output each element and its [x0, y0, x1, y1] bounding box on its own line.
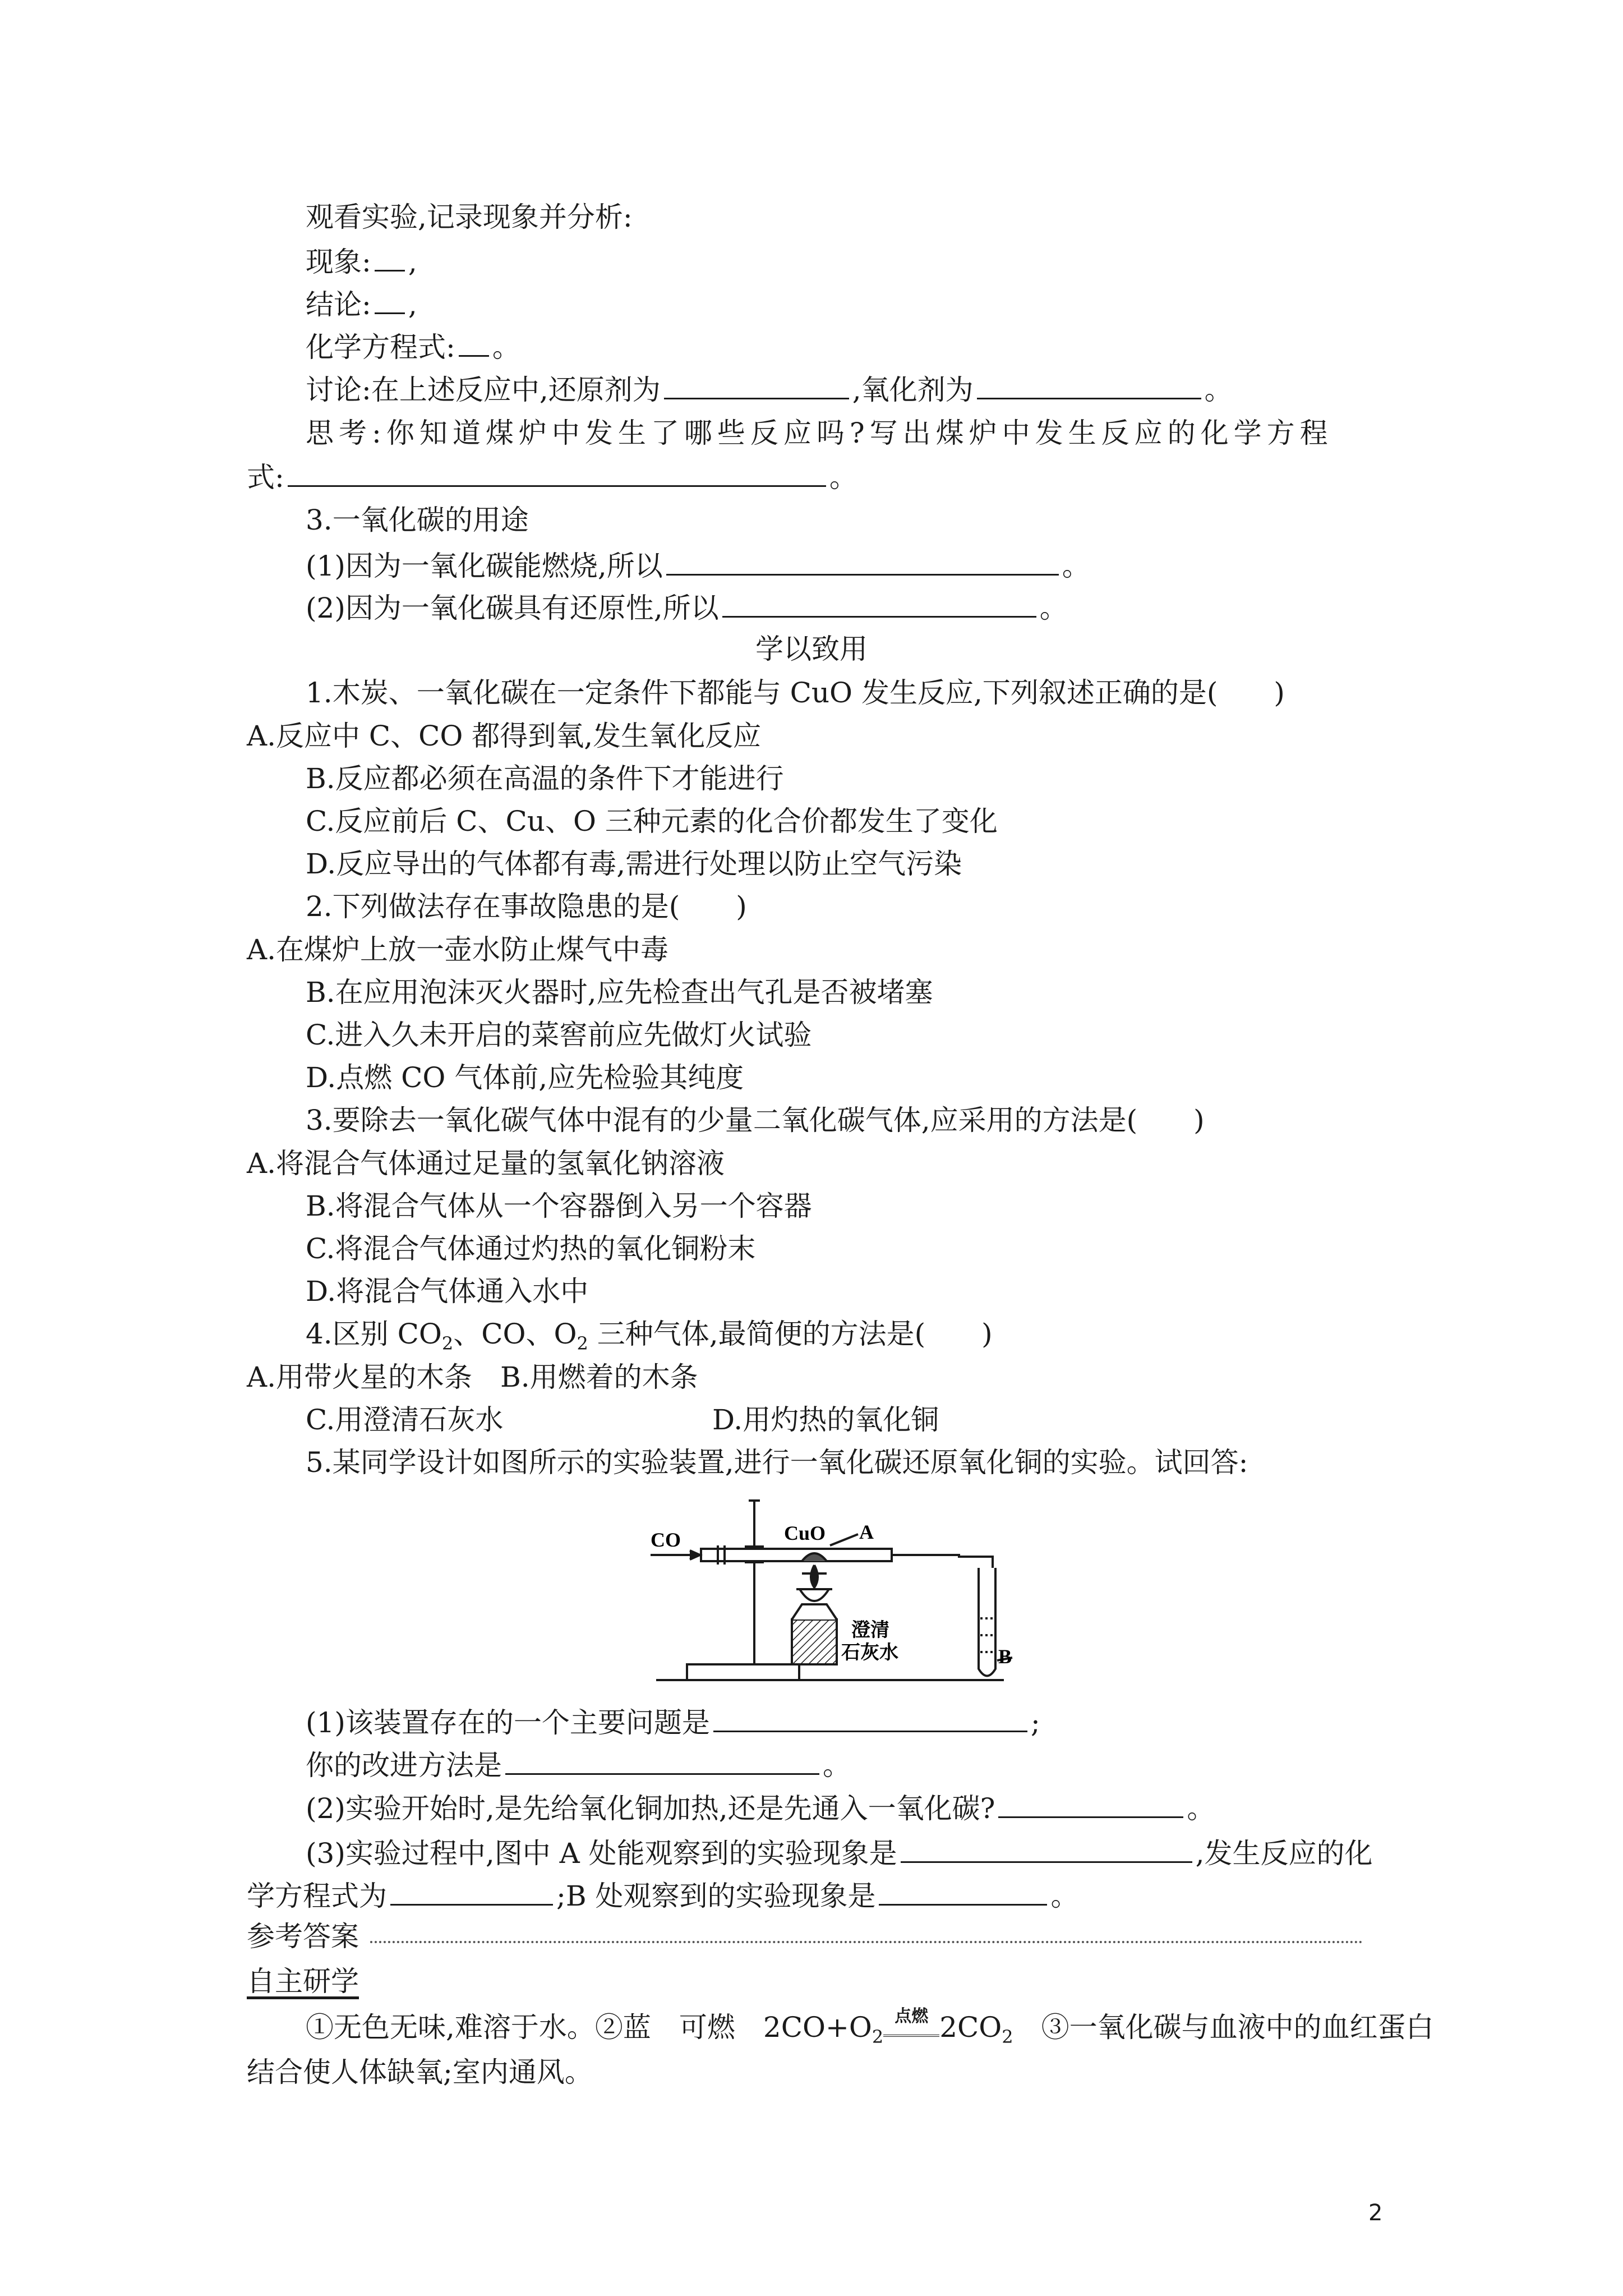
answers-text-a: ①无色无味,难溶于水。②蓝 可燃 2CO+O — [306, 2011, 872, 2044]
answers-line-1 — [306, 2009, 1434, 2055]
q4-option-ab[interactable]: A.用带火星的木条 B.用燃着的木条 — [247, 1361, 698, 1393]
q1-option-c[interactable]: C.反应前后 C、Cu、O 三种元素的化合价都发生了变化 — [306, 805, 998, 838]
q5-part2-text: (2)实验开始时,是先给氧化铜加热,还是先通入一氧化碳? — [306, 1792, 995, 1825]
q5-a-phenomenon-blank[interactable] — [901, 1833, 1192, 1863]
uses-title: 3.一氧化碳的用途 — [306, 504, 529, 536]
q3-option-b[interactable]: B.将混合气体从一个容器倒入另一个容器 — [306, 1190, 812, 1222]
q3-option-c[interactable]: C.将混合气体通过灼热的氧化铜粉末 — [306, 1232, 756, 1265]
q5-b-phenomenon-blank[interactable] — [879, 1876, 1047, 1906]
answers-text-b: 2CO — [939, 2011, 1002, 2044]
answers-label: 参考答案 — [247, 1920, 359, 1953]
phenomenon-blank[interactable] — [375, 242, 405, 272]
oxidizing-agent-blank[interactable] — [977, 370, 1201, 399]
think-line-2: 式: 。 — [247, 457, 857, 495]
spirit-lamp — [792, 1619, 837, 1664]
equation-blank[interactable] — [459, 327, 489, 357]
discuss-text-b: ,氧化剂为 — [852, 374, 974, 406]
label-co: CO — [651, 1529, 681, 1551]
q5-improve-blank[interactable] — [505, 1745, 819, 1775]
q3-stem: 3.要除去一氧化碳气体中混有的少量二氧化碳气体,应采用的方法是( ) — [306, 1104, 1205, 1137]
q1-option-a[interactable]: A.反应中 C、CO 都得到氧,发生氧化反应 — [247, 720, 762, 752]
label-limewater-1: 澄清 — [851, 1620, 889, 1641]
answers-sub-co2: 2 — [1002, 2026, 1013, 2047]
equation-line: 化学方程式: 。 — [306, 327, 520, 365]
stand-base — [687, 1664, 799, 1680]
page-number: 2 — [1368, 2200, 1383, 2226]
ignite-condition — [883, 2007, 939, 2037]
phenomenon-line: 现象: , — [306, 242, 417, 280]
q5-improve-line: 你的改进方法是 。 — [306, 1745, 851, 1783]
q2-option-b[interactable]: B.在应用泡沫灭火器时,应先检查出气孔是否被堵塞 — [306, 976, 933, 1009]
test-tube — [979, 1568, 995, 1676]
q5-stem: 5.某同学设计如图所示的实验装置,进行一氧化碳还原氧化铜的实验。试回答: — [306, 1446, 1248, 1479]
q4-stem — [306, 1316, 993, 1361]
q4-stem-b: 、CO、O — [453, 1318, 577, 1350]
think-line: 思考:你知道煤炉中发生了哪些反应吗?写出煤炉中发生反应的化学方程 — [306, 417, 1333, 449]
discuss-line: 讨论:在上述反应中,还原剂为 ,氧化剂为 。 — [306, 370, 1233, 408]
q5-part3-text-d: ;B 处观察到的实验现象是 — [556, 1880, 876, 1912]
q4-option-d[interactable]: D.用灼热的氧化铜 — [712, 1404, 939, 1436]
q4-sub-o2: 2 — [577, 1333, 588, 1354]
q5-part2-line: (2)实验开始时,是先给氧化铜加热,还是先通入一氧化碳? 。 — [306, 1788, 1215, 1826]
q4-option-c[interactable]: C.用澄清石灰水 — [306, 1404, 504, 1436]
q5-part3-text-a: (3)实验过程中,图中 A 处能观察到的实验现象是 — [306, 1837, 897, 1870]
use-1-line: (1)因为一氧化碳能燃烧,所以 。 — [306, 546, 1090, 584]
equation-label: 化学方程式: — [306, 331, 455, 364]
observe-intro: 观看实验,记录现象并分析: — [306, 201, 633, 233]
q5-part3-line — [306, 1833, 1373, 1871]
q4-sub-co2: 2 — [441, 1333, 454, 1354]
q2-option-d[interactable]: D.点燃 CO 气体前,应先检验其纯度 — [306, 1061, 744, 1094]
use-1-blank[interactable] — [666, 546, 1059, 576]
q5-part1-line: (1)该装置存在的一个主要问题是 ; — [306, 1703, 1040, 1741]
conclusion-label: 结论: — [306, 288, 371, 321]
use-2-text: (2)因为一氧化碳具有还原性,所以 — [306, 592, 719, 624]
q5-order-blank[interactable] — [998, 1788, 1183, 1818]
q4-stem-a: 4.区别 CO — [306, 1318, 442, 1350]
q5-equation-blank[interactable] — [390, 1876, 553, 1906]
experiment-apparatus-figure — [634, 1489, 1015, 1703]
q1-stem: 1.木炭、一氧化碳在一定条件下都能与 CuO 发生反应,下列叙述正确的是( ) — [306, 677, 1285, 709]
q2-option-c[interactable]: C.进入久未开启的菜窖前应先做灯火试验 — [306, 1019, 812, 1051]
conclusion-line: 结论: , — [306, 284, 417, 323]
label-limewater-2: 石灰水 — [841, 1642, 898, 1663]
think-text-b: 式: — [247, 461, 284, 494]
conclusion-blank[interactable] — [375, 284, 405, 314]
use-1-text: (1)因为一氧化碳能燃烧,所以 — [306, 550, 663, 582]
practice-heading: 学以致用 — [755, 633, 868, 665]
answers-divider — [370, 1941, 1363, 1943]
q5-part3-text-c: 学方程式为 — [247, 1880, 387, 1912]
label-a: A — [859, 1521, 874, 1543]
discuss-text-a: 讨论:在上述反应中,还原剂为 — [306, 374, 661, 406]
flame — [811, 1565, 818, 1588]
q5-part1-text: (1)该装置存在的一个主要问题是 — [306, 1706, 710, 1739]
q3-option-a[interactable]: A.将混合气体通过足量的氢氧化钠溶液 — [247, 1147, 725, 1180]
q5-part3-text-b: ,发生反应的化 — [1195, 1837, 1373, 1870]
answers-sub-o2: 2 — [872, 2026, 884, 2047]
label-cuo: CuO — [784, 1522, 826, 1544]
q5-part3-line-2: 学方程式为 ;B 处观察到的实验现象是 。 — [247, 1876, 1078, 1914]
q1-option-b[interactable]: B.反应都必须在高温的条件下才能进行 — [306, 762, 784, 795]
label-b: B — [998, 1645, 1012, 1668]
answers-text-c: ③一氧化碳与血液中的血红蛋白 — [1013, 2011, 1434, 2044]
q2-stem: 2.下列做法存在事故隐患的是( ) — [306, 890, 747, 923]
answers-line-2: 结合使人体缺氧;室内通风。 — [247, 2056, 593, 2088]
combustion-tube — [701, 1549, 892, 1561]
q4-stem-c: 三种气体,最简便的方法是( ) — [588, 1318, 993, 1350]
q3-option-d[interactable]: D.将混合气体通入水中 — [306, 1275, 589, 1308]
use-2-line: (2)因为一氧化碳具有还原性,所以 。 — [306, 588, 1068, 626]
q2-option-a[interactable]: A.在煤炉上放一壶水防止煤气中毒 — [247, 933, 669, 966]
answers-section-title: 自主研学 — [247, 1965, 359, 1998]
use-2-blank[interactable] — [722, 588, 1036, 618]
q5-problem-blank[interactable] — [713, 1703, 1027, 1732]
coal-stove-equation-blank[interactable] — [288, 457, 826, 487]
q1-option-d[interactable]: D.反应导出的气体都有毒,需进行处理以防止空气污染 — [306, 848, 962, 880]
q5-improve-text: 你的改进方法是 — [306, 1749, 502, 1782]
reducing-agent-blank[interactable] — [664, 370, 849, 399]
phenomenon-label: 现象: — [306, 246, 371, 278]
ignite-label: 点燃 — [895, 2007, 929, 2026]
